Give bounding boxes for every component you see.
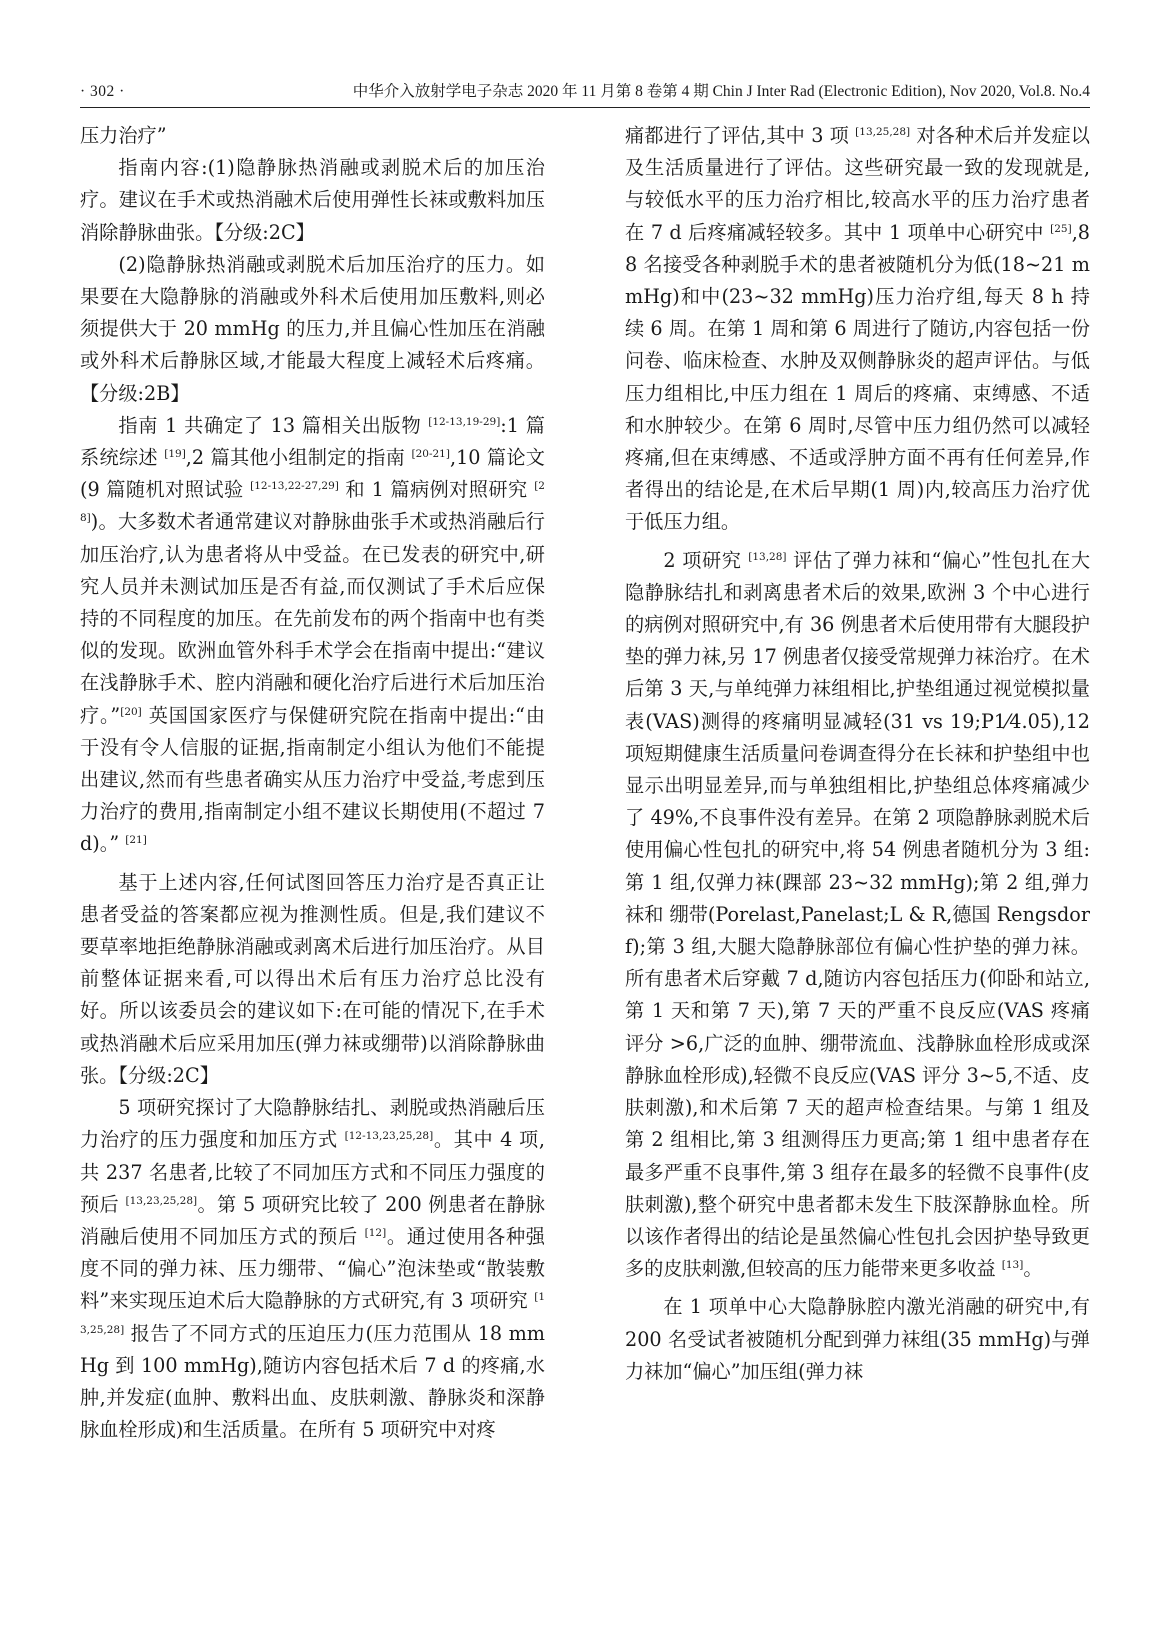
left-column [80, 120, 545, 1579]
text-run: 评估了弹力袜和“偏心”性包扎在大隐静脉结扎和剥离患者术后的效果,欧洲 3 个中心进行的病例对照研究中,有 36 例患者术后使用带有大腿段护垫的弹力袜,另 17 例患者仅接受常规弹力袜治疗。在术后第 3 天,与单纯弹力袜组相比,护垫组通过视觉模拟量表(VAS)测得的疼痛明显减轻(31 vs 19;P1⁄4.05),12 项短期健康生活质量问卷调查得分在长袜和护垫组中也显示出明显差异,而与单独组相比,护垫组总体疼痛减少了 49%,不良事件没有差异。在第 2 项隐静脉剥脱术后使用偏心性包扎的研究中,将 54 例患者随机分为 3 组:第 1 组,仅弹力袜(踝部 23~32 mmHg);第 2 组,弹力袜和 绷带(Porelast,Panelast;L & R,德国 Rengsdorf);第 3 组,大腿大隐静脉部位有偏心性护垫的弹力袜。所有患者术后穿戴 7 d,随访内容包括压力(仰卧和站立,第 1 天和第 7 天),第 7 天的严重不良反应(VAS 疼痛评分 >6,广泛的血肿、绷带流血、浅静脉血栓形成或深静脉血栓形成),轻微不良反应(VAS 评分 3~5,不适、皮肤刺激),和术后第 7 天的超声检查结果。与第 1 组及第 2 组相比,第 3 组测得压力更高;第 1 组中患者存在最多严重不良事件,第 3 组存在最多的轻微不良事件(皮肤刺激),整个研究中患者都未发生下肢深静脉血栓。所以该作者得出的结论是虽然偏心性包扎会因护垫导致更多的皮肤刺激,但较高的压力能带来更多收益 [625, 548, 1090, 1281]
citation-ref: [13,28] [748, 550, 787, 563]
citation-ref: [13] [1001, 1259, 1024, 1272]
paragraph: (2)隐静脉热消融或剥脱术后加压治疗的压力。如果要在大隐静脉的消融或外科术后使用加压敷料,则必须提供大于 20 mmHg 的压力,并且偏心性加压在消融或外科术后静脉区域,才能最大程度上减轻术后疼痛。【分级:2B】 [80, 252, 545, 405]
citation-ref: [12-13,19-29] [428, 415, 501, 428]
paragraph: 在 1 项单中心大隐静脉腔内激光消融的研究中,有 200 名受试者被随机分配到弹力袜组(35 mmHg)与弹力袜加“偏心”加压组(弹力袜 [625, 1295, 1090, 1383]
page-number: · 302 · [80, 83, 125, 100]
paragraph: 基于上述内容,任何试图回答压力治疗是否真正让患者受益的答案都应视为推测性质。但是,我们建议不要草率地拒绝静脉消融或剥离术后进行加压治疗。从目前整体证据来看,可以得出术后有压力治疗总比没有好。所以该委员会的建议如下:在可能的情况下,在手术或热消融术后应采用加压(弹力袜或绷带)以消除静脉曲张。【分级:2C】 [80, 870, 545, 1087]
citation-ref: [20-21] [411, 448, 450, 461]
text-run: ,2 篇其他小组制定的指南 [185, 446, 412, 470]
right-column [625, 120, 1090, 1579]
citation-ref: [25] [1050, 222, 1072, 235]
citation-ref: [12-13,22-27,29] [250, 480, 339, 493]
paragraph [80, 1092, 545, 1446]
text-run: 。第 5 项研究比较了 200 例患者在静脉消融后使用不同加压方式的预后 [80, 1192, 545, 1248]
running-header [80, 74, 1090, 108]
text-run: 。通过使用各种强度不同的弹力袜、压力绷带、“偏心”泡沫垫或“散装敷料”来实现压迫术后大隐静脉的方式研究,有 3 项研究 [80, 1224, 545, 1313]
text-run: 和 1 篇病例对照研究 [338, 478, 535, 502]
paragraph [625, 545, 1090, 1286]
citation-ref: [12] [364, 1226, 387, 1239]
citation-ref: [19] [164, 448, 186, 461]
paragraph [625, 120, 1090, 539]
text-run: 指南 1 共确定了 13 篇相关出版物 [118, 413, 429, 437]
journal-citation: 中华介入放射学电子杂志 2020 年 11 月第 8 卷第 4 期 Chin J Inter Rad (Electronic Edition), Nov 2020, Vol.8. No.4 [352, 83, 1090, 100]
text-run: 5 项研究探讨了大隐静脉结扎、剥脱或热消融后压力治疗的压力强度和加压方式 [80, 1096, 545, 1152]
text-run: :1 篇系统综述 [80, 413, 545, 470]
citation-ref: [13,25,28] [80, 1291, 545, 1336]
paragraph [80, 410, 545, 861]
citation-ref: [20] [120, 705, 142, 718]
text-run: 对各种术后并发症以及生活质量进行了评估。这些研究最一致的发现就是,与较低水平的压力治疗相比,较高水平的压力治疗患者在 7 d 后疼痛减轻较多。其中 1 项单中心研究中 [625, 124, 1090, 244]
text-run: 英国国家医疗与保健研究院在指南中提出:“由于没有令人信服的证据,指南制定小组认为他们不能提出建议,然而有些患者确实从压力治疗中受益,考虑到压力治疗的费用,指南制定小组不建议长期使用(不超过 7 d)。” [80, 703, 545, 856]
text-run: 。 [1023, 1257, 1043, 1281]
text-run: )。大多数术者通常建议对静脉曲张手术或热消融后行加压治疗,认为患者将从中受益。在已发表的研究中,研究人员并未测试加压是否有益,而仅测试了手术后应保持的不同程度的加压。在先前发布的两个指南中也有类似的发现。欧洲血管外科手术学会在指南中提出:“建议在浅静脉手术、腔内消融和硬化治疗后进行术后加压治疗。” [80, 510, 545, 727]
text-run: ,10 篇论文(9 篇随机对照试验 [80, 446, 545, 502]
text-run: 。其中 4 项,共 237 名患者,比较了不同加压方式和不同压力强度的预后 [80, 1128, 545, 1216]
citation-ref: [21] [125, 834, 147, 847]
citation-ref: [28] [80, 480, 545, 525]
citation-ref: [13,25,28] [855, 126, 911, 138]
body-columns [80, 120, 1090, 1579]
citation-ref: [13,23,25,28] [125, 1194, 198, 1207]
text-run: 2 项研究 [663, 548, 749, 572]
paragraph: 压力治疗” [80, 124, 167, 147]
text-run: ,88 名接受各种剥脱手术的患者被随机分为低(18~21 mmHg)和中(23~32 mmHg)压力治疗组,每天 8 h 持续 6 周。在第 1 周和第 6 周进行了随访,内容包括一份问卷、临床检查、水肿及双侧静脉炎的超声评估。与低压力组相比,中压力组在 1 周后的疼痛、束缚感、不适和水肿较少。在第 6 周时,尽管中压力组仍然可以减轻疼痛,但在束缚感、不适或浮肿方面不再有任何差异,作者得出的结论是,在术后早期(1 周)内,较高压力治疗优于低压力组。 [625, 220, 1090, 534]
text-run: 报告了不同方式的压迫压力(压力范围从 18 mmHg 到 100 mmHg),随访内容包括术后 7 d 的疼痛,水肿,并发症(血肿、敷料出血、皮肤刺激、静脉炎和深静脉血栓形成)和生活质量。在所有 5 项研究中对疼 [80, 1321, 545, 1442]
citation-ref: [12-13,23,25,28] [344, 1130, 434, 1143]
text-run: 痛都进行了评估,其中 3 项 [625, 124, 856, 147]
paragraph: 指南内容:(1)隐静脉热消融或剥脱术后的加压治疗。建议在手术或热消融术后使用弹性长袜或敷料加压消除静脉曲张。【分级:2C】 [80, 156, 545, 244]
